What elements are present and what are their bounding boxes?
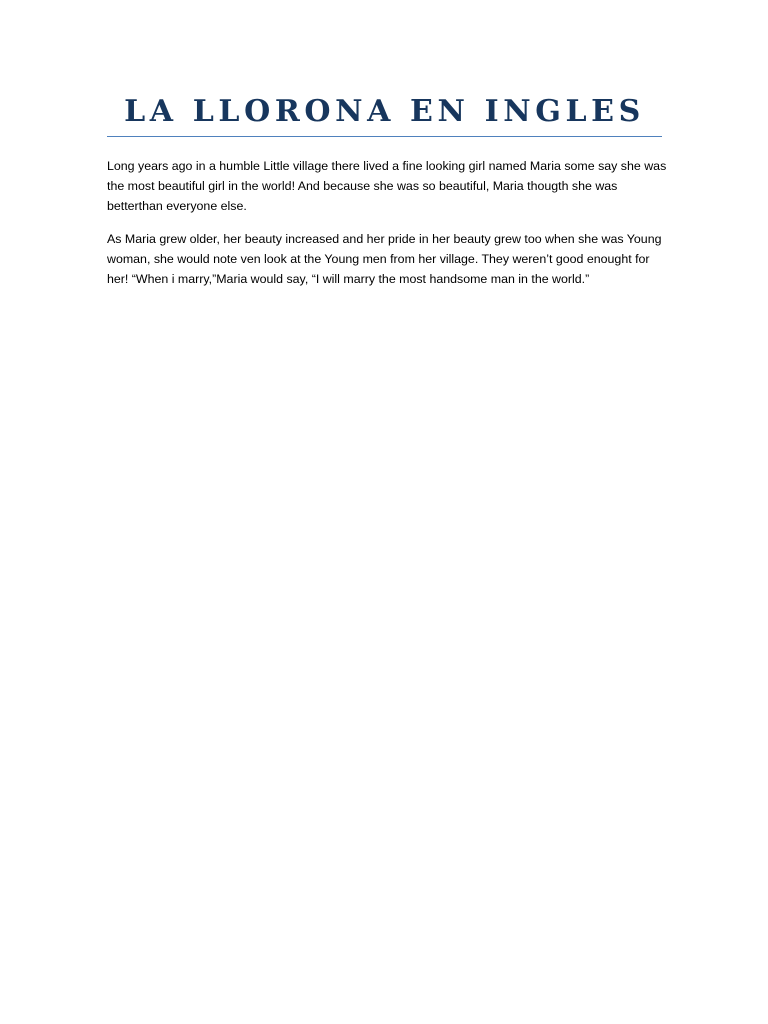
paragraph-1: Long years ago in a humble Little village there lived a fine looking girl named Maria some say she was the most beautiful girl in the world! And because she was so beautiful, Maria thougth she was betterthan everyone else. <box>107 159 667 213</box>
document-title: LA LLORONA EN INGLES <box>124 94 645 129</box>
title-underline <box>107 136 662 137</box>
title-block <box>107 92 662 137</box>
document-body <box>107 156 667 302</box>
paragraph-2: As Maria grew older, her beauty increased and her pride in her beauty grew too when she was Young woman, she would note ven look at the Young men from her village. They weren’t good enought for her! “When i marry,”Maria would say, “I will marry the most handsome man in the world.” <box>107 232 662 286</box>
